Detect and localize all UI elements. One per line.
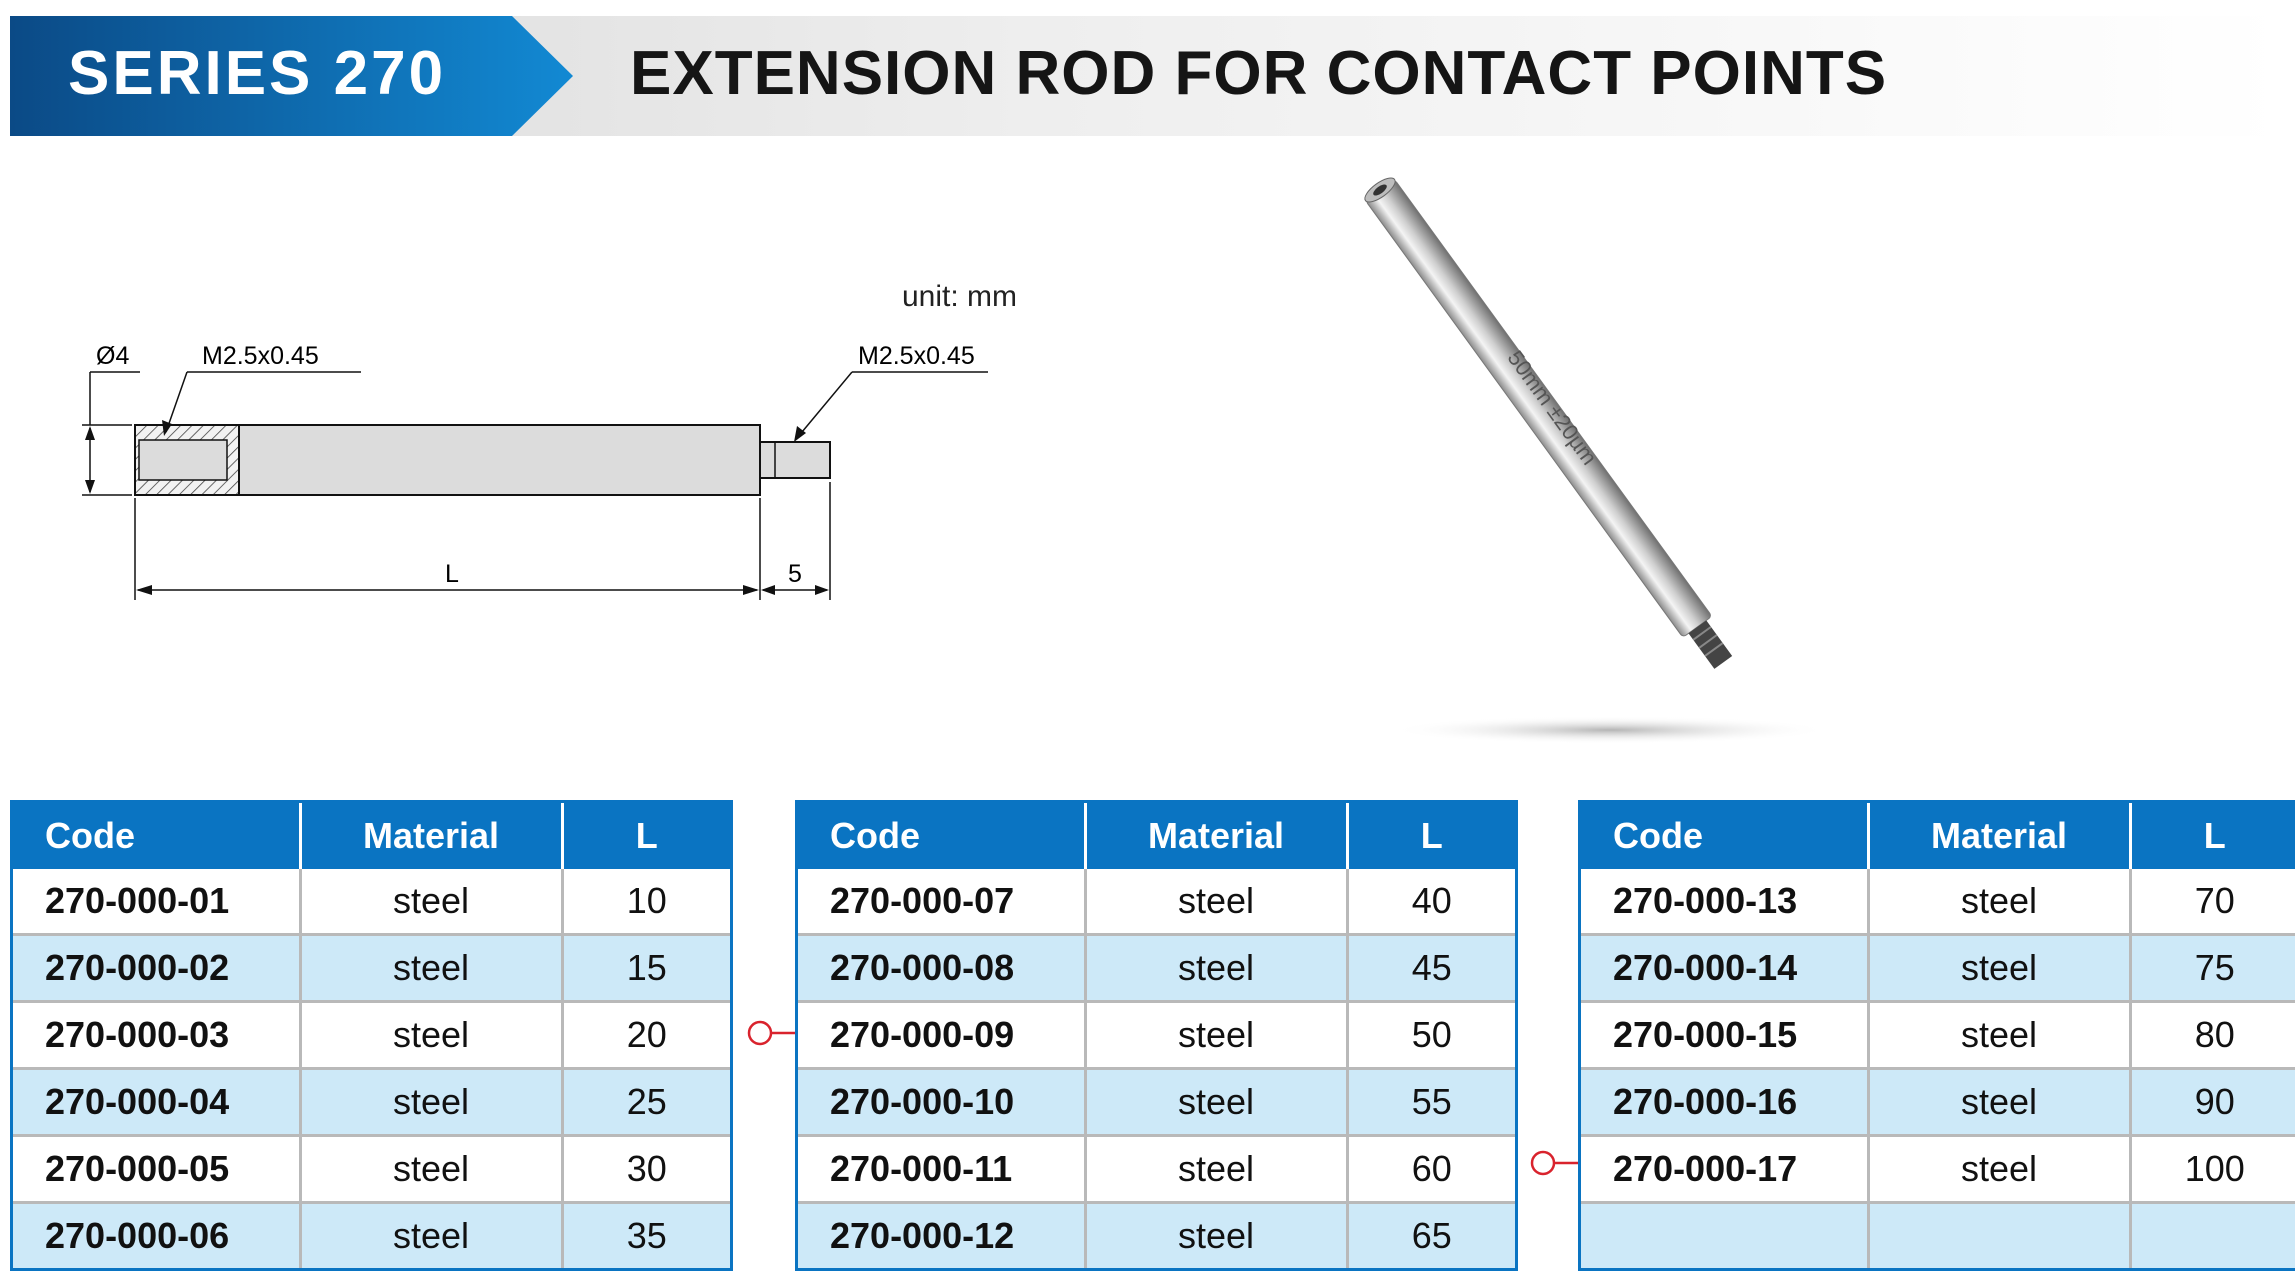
table-row	[13, 869, 730, 935]
stud-length-label: 5	[788, 560, 802, 588]
cell-material: steel	[1868, 935, 2130, 1002]
cell-code	[1581, 1203, 1868, 1269]
cell-length: 20	[562, 1002, 730, 1069]
header-code: Code	[1581, 803, 1868, 869]
header-length: L	[562, 803, 730, 869]
rod-bore	[139, 440, 227, 480]
cell-length: 55	[1347, 1069, 1515, 1136]
table-row	[1581, 1002, 2295, 1069]
page-title: EXTENSION ROD FOR CONTACT POINTS	[630, 39, 1888, 108]
cell-length: 50	[1347, 1002, 1515, 1069]
cell-material: steel	[1085, 935, 1347, 1002]
rod-stud	[760, 442, 830, 478]
cell-length: 75	[2130, 935, 2295, 1002]
cell-code: 270-000-10	[798, 1069, 1085, 1136]
cell-length	[2130, 1203, 2295, 1269]
table-row	[798, 1203, 1515, 1269]
table-row	[1581, 935, 2295, 1002]
cell-material: steel	[1868, 1136, 2130, 1203]
cell-length: 100	[2130, 1136, 2295, 1203]
cell-code: 270-000-08	[798, 935, 1085, 1002]
table-row	[798, 1136, 1515, 1203]
cell-code: 270-000-14	[1581, 935, 1868, 1002]
cell-code: 270-000-13	[1581, 869, 1868, 935]
product-photo	[1300, 150, 2000, 750]
cell-material: steel	[1085, 1203, 1347, 1269]
cell-length: 80	[2130, 1002, 2295, 1069]
cell-length: 10	[562, 869, 730, 935]
product-table-2	[795, 800, 1518, 1271]
cell-code: 270-000-04	[13, 1069, 300, 1136]
cell-code: 270-000-01	[13, 869, 300, 935]
table-row	[13, 1069, 730, 1136]
table-row	[798, 869, 1515, 935]
table-row	[798, 1069, 1515, 1136]
cell-material: steel	[300, 935, 562, 1002]
cell-length: 70	[2130, 869, 2295, 935]
product-table-3	[1578, 800, 2295, 1271]
cell-code: 270-000-09	[798, 1002, 1085, 1069]
table-header-row	[798, 803, 1515, 869]
cell-material: steel	[300, 1136, 562, 1203]
header-material: Material	[1868, 803, 2130, 869]
cell-length: 45	[1347, 935, 1515, 1002]
cell-code: 270-000-05	[13, 1136, 300, 1203]
thread-left-label: M2.5x0.45	[202, 342, 319, 370]
table-row	[1581, 1069, 2295, 1136]
product-table-1	[10, 800, 733, 1271]
header-length: L	[1347, 803, 1515, 869]
thread-right-label: M2.5x0.45	[858, 342, 975, 370]
cell-material: steel	[1868, 1002, 2130, 1069]
cell-material: steel	[300, 1002, 562, 1069]
cell-material: steel	[1868, 1069, 2130, 1136]
cell-material: steel	[1868, 869, 2130, 935]
table-row	[13, 1203, 730, 1269]
cell-length: 90	[2130, 1069, 2295, 1136]
unit-label: unit: mm	[902, 280, 1018, 313]
cell-length: 65	[1347, 1203, 1515, 1269]
cell-length: 25	[562, 1069, 730, 1136]
table-row	[798, 935, 1515, 1002]
table-row	[1581, 1136, 2295, 1203]
cell-material: steel	[1085, 1069, 1347, 1136]
length-label: L	[445, 560, 459, 588]
cell-length: 35	[562, 1203, 730, 1269]
header-banner	[0, 0, 2295, 150]
cell-code: 270-000-17	[1581, 1136, 1868, 1203]
diameter-label: Ø4	[96, 342, 130, 370]
table-row	[798, 1002, 1515, 1069]
table-row	[13, 935, 730, 1002]
table-header-row	[13, 803, 730, 869]
cell-material: steel	[300, 1069, 562, 1136]
header-length: L	[2130, 803, 2295, 869]
cell-material: steel	[300, 1203, 562, 1269]
cell-code: 270-000-06	[13, 1203, 300, 1269]
cell-material	[1868, 1203, 2130, 1269]
series-label: SERIES 270	[68, 39, 447, 108]
table-header-row	[1581, 803, 2295, 869]
cell-length: 40	[1347, 869, 1515, 935]
cell-code: 270-000-15	[1581, 1002, 1868, 1069]
cell-length: 15	[562, 935, 730, 1002]
cell-code: 270-000-03	[13, 1002, 300, 1069]
rod-engraving: 50mm ±20µm	[1502, 345, 1603, 470]
technical-drawing	[40, 260, 1060, 620]
table-row	[1581, 1203, 2295, 1269]
cell-code: 270-000-11	[798, 1136, 1085, 1203]
cell-length: 30	[562, 1136, 730, 1203]
table-row	[13, 1136, 730, 1203]
rod-shadow	[1390, 716, 1830, 744]
header-material: Material	[1085, 803, 1347, 869]
table-row	[1581, 869, 2295, 935]
cell-code: 270-000-02	[13, 935, 300, 1002]
table-row	[13, 1002, 730, 1069]
cell-material: steel	[1085, 1002, 1347, 1069]
cell-material: steel	[1085, 1136, 1347, 1203]
cell-code: 270-000-12	[798, 1203, 1085, 1269]
header-code: Code	[798, 803, 1085, 869]
cell-code: 270-000-07	[798, 869, 1085, 935]
header-material: Material	[300, 803, 562, 869]
cell-length: 60	[1347, 1136, 1515, 1203]
cell-material: steel	[1085, 869, 1347, 935]
header-code: Code	[13, 803, 300, 869]
cell-material: steel	[300, 869, 562, 935]
cell-code: 270-000-16	[1581, 1069, 1868, 1136]
